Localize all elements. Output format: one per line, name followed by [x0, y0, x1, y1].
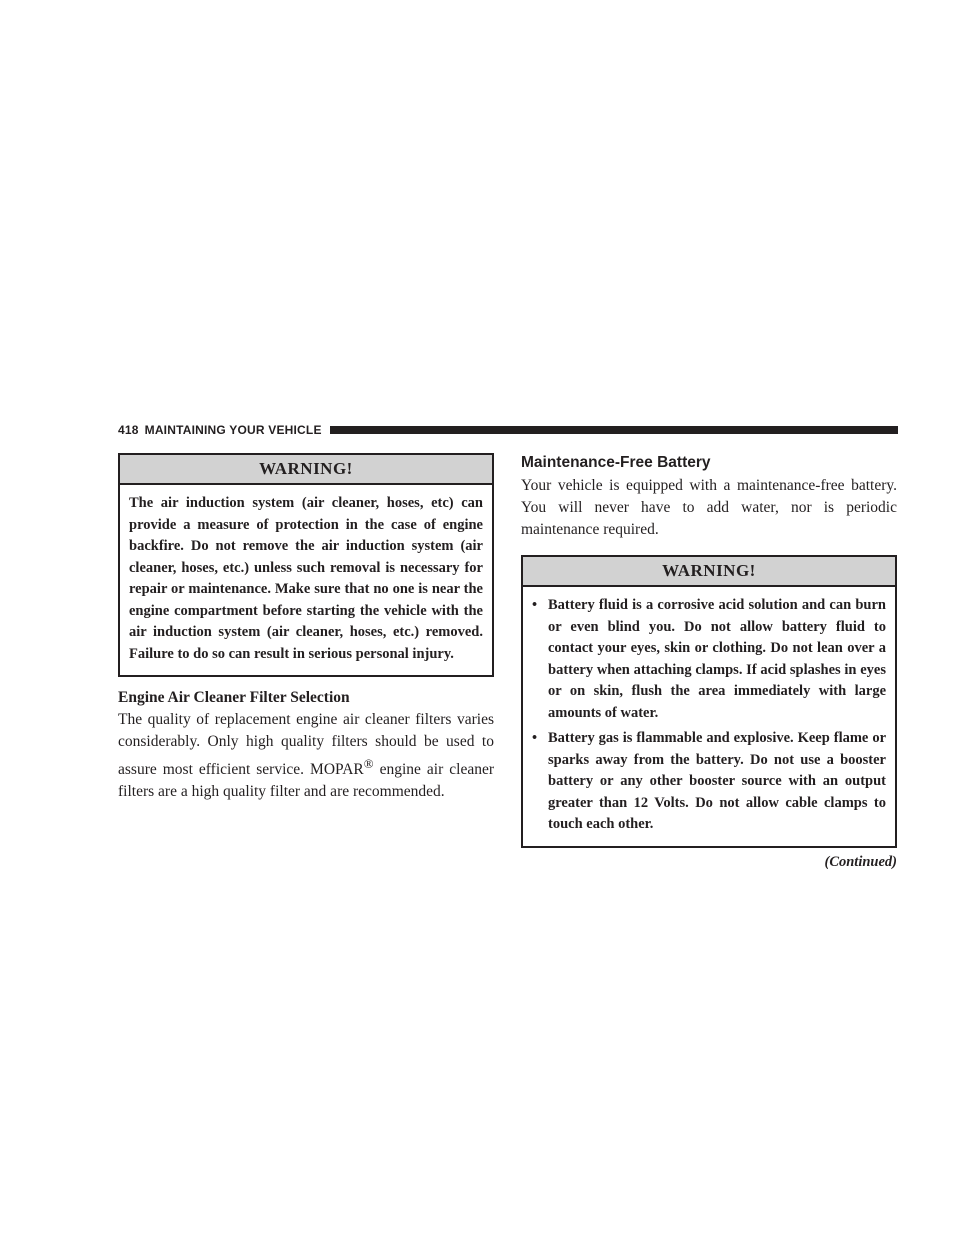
maintenance-free-battery-heading: Maintenance-Free Battery — [521, 454, 711, 471]
warning-item-text: Battery gas is flammable and explosive. Keep flame or sparks away from the battery. Do not use a booster battery or any other booster source with an output greater than 12 Volts. Do not allow cable clamps to touch each other. — [548, 730, 886, 832]
warning-list — [523, 587, 895, 846]
battery-intro-paragraph: Your vehicle is equipped with a maintenance-free battery. You will never have to add water, nor is periodic maintenance required. — [521, 477, 897, 538]
section-title: MAINTAINING YOUR VEHICLE — [144, 423, 322, 437]
page-header — [118, 422, 898, 438]
warning-item-text: Battery fluid is a corrosive acid solution and can burn or even blind you. Do not allow battery fluid to contact your eyes, skin or clothing. Do not lean over a battery when attaching clamps. If acid splashes in eyes or on skin, flush the area immediately with large amounts of water. — [548, 597, 886, 721]
bullet-icon: • — [532, 730, 538, 746]
registered-mark: ® — [363, 756, 374, 771]
air-cleaner-filter-heading: Engine Air Cleaner Filter Selection — [118, 689, 350, 706]
air-induction-warning-box — [118, 453, 494, 677]
warning-list-item — [532, 595, 886, 724]
battery-warning-box — [521, 555, 897, 848]
warning-list-item — [532, 728, 886, 836]
bullet-icon: • — [532, 597, 538, 613]
right-column — [521, 453, 897, 871]
left-column — [118, 453, 494, 803]
paragraph-text-part-2: engine air cleaner filters are a high quality filter and are recommended. — [118, 761, 494, 801]
continued-label: (Continued) — [824, 853, 897, 870]
page-number: 418 — [118, 423, 139, 437]
paragraph-text-part-1: The quality of replacement engine air cleaner filters varies considerably. Only high quality filters should be used to assure most efficient service. MOPAR — [118, 711, 494, 779]
warning-text: The air induction system (air cleaner, hoses, etc) can provide a measure of protection in the case of engine backfire. Do not remove the air induction system (air cleaner, hoses, etc.) unless such removal is necessary for repair or maintenance. Make sure that no one is near the engine compartment before starting the vehicle with the air induction system (air cleaner, hoses, etc.) removed. Failure to do so can result in serious personal injury. — [129, 495, 483, 662]
air-cleaner-filter-paragraph — [118, 709, 494, 803]
warning-title: WARNING! — [120, 455, 492, 485]
header-rule — [330, 426, 898, 434]
warning-title: WARNING! — [523, 557, 895, 587]
